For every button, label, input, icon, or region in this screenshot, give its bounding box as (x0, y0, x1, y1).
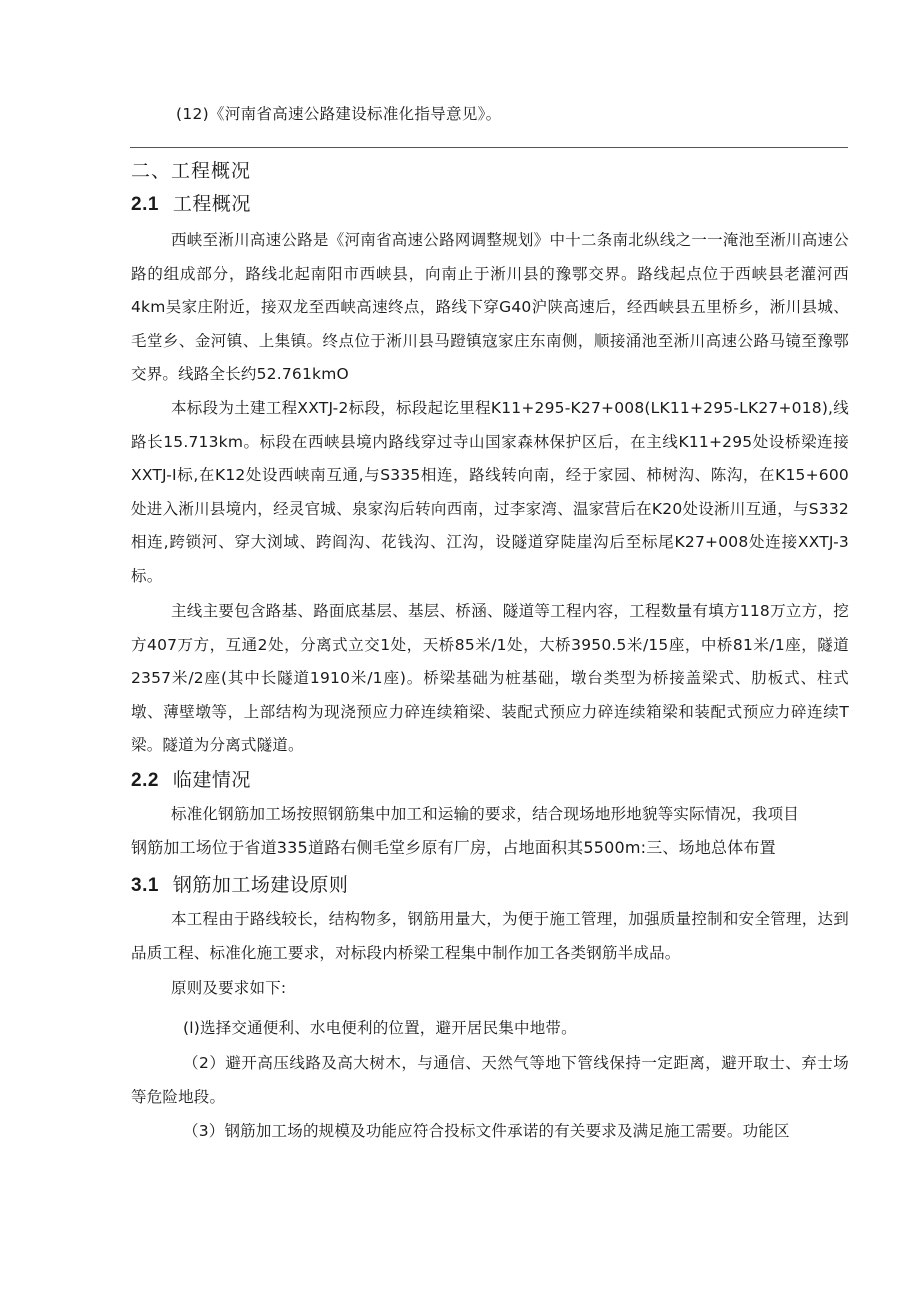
chapter-heading: 二、工程概况 (131, 160, 252, 182)
section-number: 3.1 (131, 875, 159, 896)
paragraph-temporary-line-2: 钢筋加工场位于省道335道路右侧毛堂乡原有厂房，占地面积其5500m:三、场地总体布置 (131, 838, 776, 857)
section-title: 临建情况 (172, 769, 251, 791)
section-title: 钢筋加工场建设原则 (172, 874, 349, 896)
paragraph-temporary-line-1: 标准化钢筋加工场按照钢筋集中加工和运输的要求，结合现场地形地貌等实际情况，我项目 (171, 805, 800, 823)
section-number: 2.2 (131, 770, 159, 791)
section-divider (130, 147, 848, 148)
section-number: 2.1 (131, 194, 159, 215)
standard-list-item-12: (12)《河南省高速公路建设标准化指导意见》。 (176, 105, 502, 123)
paragraph-project-overview: 西峡至淅川高速公路是《河南省高速公路网调整规划》中十二条南北纵线之一一淹池至淅川高速公路的组成部分，路线北起南阳市西峡县，向南止于淅川县的豫鄂交界。路线起点位于西峡县老灌河西4km吴家庄附近，接双龙至西峡高速终点，路线下穿G40沪陕高速后，经西峡县五里桥乡，淅川县城、毛堂乡、金河镇、上集镇。终点位于淅川县马蹬镇寇家庄东南侧，顺接涌池至淅川高速公路马镜至豫鄂交界。线路全长约52.761kmO (131, 231, 849, 383)
paragraph-construction-principle: 本工程由于路线较长，结构物多，钢筋用量大，为便于施工管理，加强质量控制和安全管理，达到品质工程、标准化施工要求，对标段内桥梁工程集中制作加工各类钢筋半成品。 (131, 910, 849, 962)
principles-intro: 原则及要求如下: (171, 979, 287, 997)
section-title: 工程概况 (172, 193, 251, 215)
section-heading-2-1 (131, 189, 251, 216)
paragraph-bid-section: 本标段为土建工程XXTJ-2标段，标段起讫里程K11+295-K27+008(LK11+295-LK27+018),线路长15.713km。标段在西峡县境内路线穿过寺山国家森林保护区后，在主线K11+295处设桥梁连接XXTJ-I标,在K12处设西峡南互通,与S335相连，路线转向南，经于家园、柿树沟、陈沟，在K15+600处进入淅川县境内，经灵官城、泉家沟后转向西南，过李家湾、温家营后在K20处设淅川互通，与S332相连,跨锁河、穿大浏域、跨阎沟、花钱沟、江沟，设隧道穿陡崖沟后至标尾K27+008处连接XXTJ-3标。 (131, 399, 849, 585)
principle-item-3: （3）钢筋加工场的规模及功能应符合投标文件承诺的有关要求及满足施工需要。功能区 (183, 1122, 790, 1140)
principle-item-2: （2）避开高压线路及高大树木，与通信、天然气等地下管线保持一定距离，避开取士、弃士场等危险地段。 (131, 1054, 849, 1106)
section-heading-2-2 (131, 765, 251, 792)
section-heading-3-1 (131, 870, 348, 897)
principle-item-1: (l)选择交通便利、水电便利的位置，避开居民集中地带。 (183, 1019, 577, 1037)
paragraph-main-works: 主线主要包含路基、路面底基层、基层、桥涵、隧道等工程内容，工程数量有填方118万立方，挖方407万方，互通2处，分离式立交1处，天桥85米/1处，大桥3950.5米/15座，中桥81米/1座，隧道2357米/2座(其中长隧道1910米/1座)。桥梁基础为桩基础，墩台类型为桥接盖梁式、肋板式、柱式墩、薄壁墩等，上部结构为现浇预应力碎连续箱梁、装配式预应力碎连续箱梁和装配式预应力碎连续T梁。隧道为分离式隧道。 (131, 602, 849, 754)
